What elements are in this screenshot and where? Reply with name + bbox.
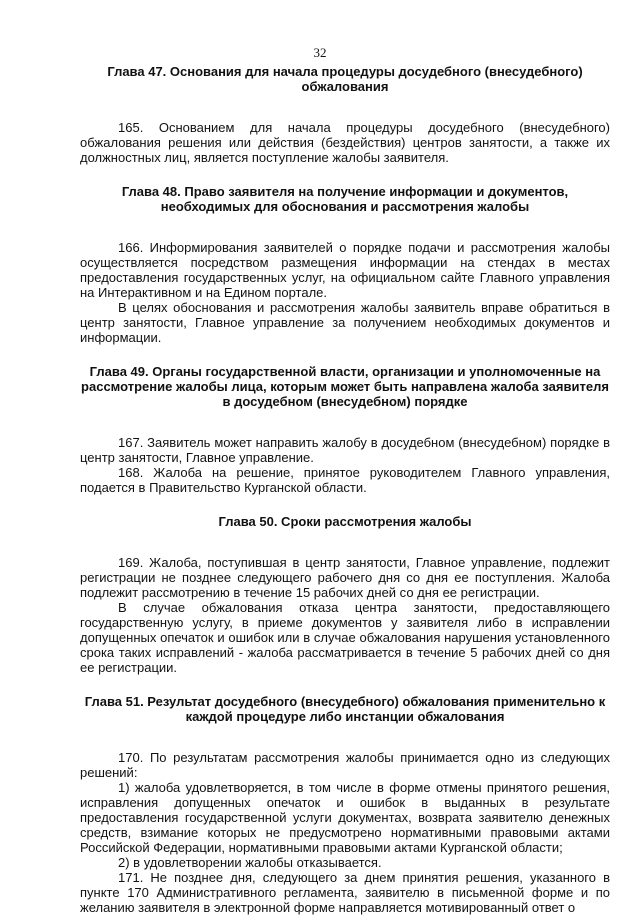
paragraph-166-continued: В целях обоснования и рассмотрения жалобы заявитель вправе обратиться в центр занятости, Главное управление за получением необходимых документов и информации. bbox=[80, 300, 610, 345]
paragraph-168: 168. Жалоба на решение, принятое руководителем Главного управления, подается в Правительство Курганской области. bbox=[80, 465, 610, 495]
paragraph-167: 167. Заявитель может направить жалобу в досудебном (внесудебном) порядке в центр занятости, Главное управление. bbox=[80, 435, 610, 465]
chapter-51-heading: Глава 51. Результат досудебного (внесудебного) обжалования применительно к каждой процедуре либо инстанции обжалования bbox=[84, 694, 606, 724]
chapter-49-heading: Глава 49. Органы государственной власти, организации и уполномоченные на рассмотрение жалобы лица, которым может быть направлена жалоба заявителя в досудебном (внесудебном) порядке bbox=[81, 364, 609, 409]
paragraph-166: 166. Информирования заявителей о порядке подачи и рассмотрения жалобы осуществляется посредством размещения информации на стендах в местах предоставления государственных услуг, на официальном сайте Главного управления на Интерактивном и на Едином портале. bbox=[80, 240, 610, 300]
page-number: 32 bbox=[313, 45, 327, 60]
paragraph-169-continued: В случае обжалования отказа центра занятости, предоставляющего государственную услугу, в приеме документов у заявителя либо в исправлении допущенных опечаток и ошибок или в случае обжалования нарушения установленного срока таких исправлений - жалоба рассматривается в течение 5 рабочих дней со дня ее регистрации. bbox=[80, 600, 610, 675]
chapter-48-heading: Глава 48. Право заявителя на получение информации и документов, необходимых для обоснования и рассмотрения жалобы bbox=[121, 184, 569, 214]
paragraph-165: 165. Основанием для начала процедуры досудебного (внесудебного) обжалования решения или действия (бездействия) центров занятости, а также их должностных лиц, является поступление жалобы заявителя. bbox=[80, 120, 610, 165]
document-body bbox=[80, 64, 610, 915]
paragraph-170-item-1: 1) жалоба удовлетворяется, в том числе в форме отмены принятого решения, исправления допущенных опечаток и ошибок в выданных в результате предоставления государственной услуги документах, возврата заявителю денежных средств, взимание которых не предусмотрено нормативными правовыми актами Российской Федерации, нормативными правовыми актами Курганской области; bbox=[80, 780, 610, 855]
chapter-47-heading: Глава 47. Основания для начала процедуры досудебного (внесудебного) обжалования bbox=[107, 64, 583, 94]
paragraph-171: 171. Не позднее дня, следующего за днем принятия решения, указанного в пункте 170 Административного регламента, заявителю в письменной форме и по желанию заявителя в электронной форме направляется мотивированный ответ о bbox=[80, 870, 610, 915]
paragraph-170: 170. По результатам рассмотрения жалобы принимается одно из следующих решений: bbox=[80, 750, 610, 780]
paragraph-169: 169. Жалоба, поступившая в центр занятости, Главное управление, подлежит регистрации не позднее следующего рабочего дня со дня ее поступления. Жалоба подлежит рассмотрению в течение 15 рабочих дней со дня ее регистрации. bbox=[80, 555, 610, 600]
paragraph-170-item-2: 2) в удовлетворении жалобы отказывается. bbox=[118, 855, 382, 870]
chapter-50-heading: Глава 50. Сроки рассмотрения жалобы bbox=[218, 514, 472, 529]
